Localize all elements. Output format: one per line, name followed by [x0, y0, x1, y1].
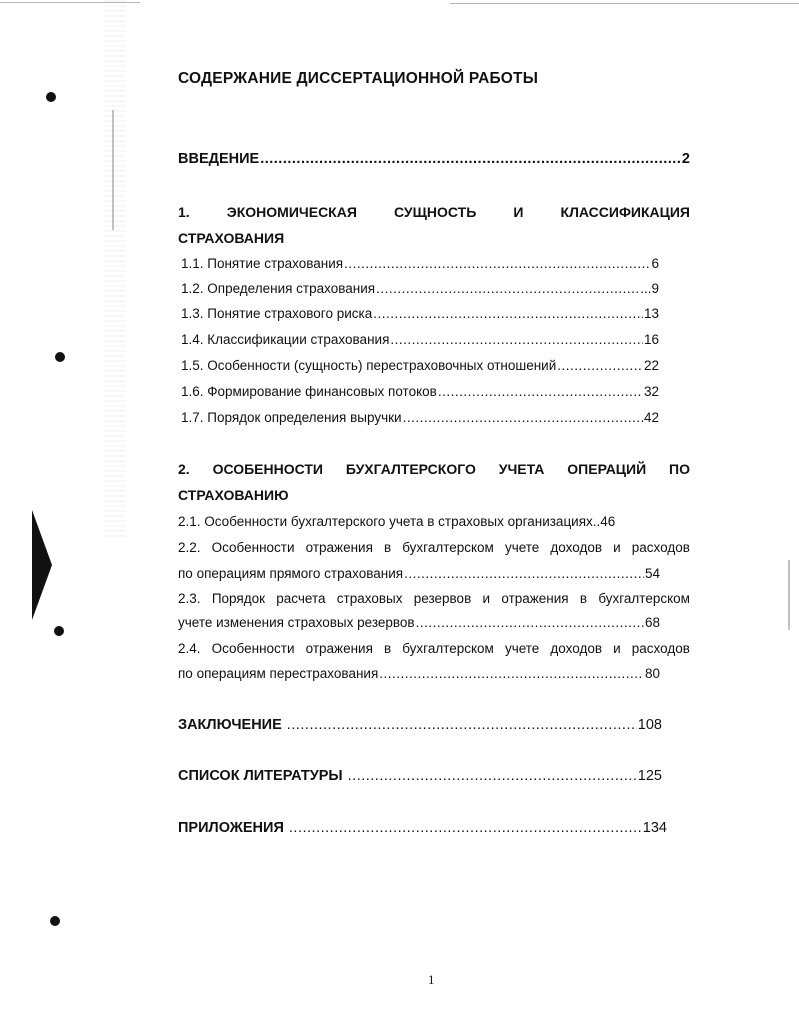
toc-item-label: 1.5. Особенности (сущность) перестраховочных отношений [181, 358, 557, 373]
toc-item-label: 1.7. Порядок определения выручки [181, 410, 402, 425]
toc-word: и [482, 591, 491, 606]
toc-word: в [383, 540, 392, 555]
scan-streak-right [788, 560, 790, 630]
chapter1-heading-cont: СТРАХОВАНИЯ [178, 230, 285, 246]
toc-word: бухгалтерском [402, 540, 494, 555]
punch-hole-mark [46, 92, 56, 102]
chapter2-word: ОПЕРАЦИЙ [567, 461, 647, 477]
toc-leader-dots [373, 305, 643, 323]
page-number: 1 [428, 972, 435, 987]
toc-appendices-page: 134 [642, 820, 667, 836]
toc-item-2-2-line1 [178, 539, 690, 557]
toc-references [178, 767, 662, 785]
toc-references-label: СПИСОК ЛИТЕРАТУРЫ [178, 768, 347, 784]
toc-leader-dots [416, 614, 644, 632]
toc-item-page: 46 [600, 514, 616, 529]
scan-top-line-right [450, 3, 799, 4]
toc-word: 2.4. [178, 641, 201, 656]
toc-leader-dots [390, 331, 643, 349]
toc-item-page: 68 [644, 615, 660, 630]
toc-item [181, 409, 659, 427]
toc-leader-dots [348, 767, 637, 785]
toc-item-label: по операциям перестрахования [178, 666, 379, 681]
toc-leader-dots [344, 255, 650, 273]
toc-word: 2.2. [178, 540, 201, 555]
toc-word: страховых [336, 591, 403, 606]
toc-item-label: 1.2. Определения страхования [181, 281, 376, 296]
toc-item-label: 1.3. Понятие страхового риска [181, 306, 373, 321]
toc-word: отражения [305, 540, 373, 555]
toc-word: отражения [305, 641, 373, 656]
chapter1-word: СУЩНОСТЬ [394, 204, 477, 220]
toc-word: отражения [501, 591, 569, 606]
toc-leader-dots [379, 665, 644, 683]
chapter1-heading [178, 203, 690, 221]
toc-item-label: по операциям прямого страхования [178, 566, 404, 581]
toc-word: учете [504, 540, 540, 555]
chapter2-word: ОСОБЕННОСТИ [212, 461, 323, 477]
toc-item-page: 32 [643, 384, 659, 399]
toc-word: расходов [631, 540, 690, 555]
toc-word: и [613, 641, 621, 656]
toc-item-2-3-line2 [178, 614, 660, 632]
toc-item-page: ...9 [640, 281, 659, 296]
scan-streak [112, 110, 114, 230]
scan-top-line [0, 2, 140, 3]
toc-leader-dots [260, 150, 681, 168]
toc-word: в [579, 591, 588, 606]
toc-word: расходов [631, 641, 690, 656]
toc-item-page: 54 [644, 566, 660, 581]
toc-conclusion-page: 108 [637, 717, 662, 733]
toc-item-2-3-line1 [178, 590, 690, 608]
toc-item-page: 80 [644, 666, 660, 681]
toc-item-label: учете изменения страховых резервов [178, 615, 415, 630]
toc-word: Особенности [211, 641, 295, 656]
chapter2-heading-cont: СТРАХОВАНИЮ [178, 487, 289, 503]
toc-leader-dots [289, 819, 642, 837]
toc-conclusion [178, 716, 662, 734]
toc-word: 2.3. [178, 591, 201, 606]
margin-wedge-mark [32, 510, 52, 620]
chapter2-word: 2. [178, 461, 190, 477]
toc-item-2-4-line2 [178, 665, 660, 683]
document-title: СОДЕРЖАНИЕ ДИССЕРТАЦИОННОЙ РАБОТЫ [178, 70, 539, 87]
toc-word: доходов [550, 540, 603, 555]
chapter2-heading [178, 460, 690, 478]
toc-word: в [383, 641, 392, 656]
toc-item [181, 331, 659, 349]
toc-intro [178, 150, 690, 168]
toc-item [181, 383, 659, 401]
toc-item-page: 22 [643, 358, 659, 373]
toc-item [181, 280, 659, 298]
toc-item-page: 16 [643, 332, 659, 347]
toc-word: бухгалтерском [402, 641, 494, 656]
chapter1-word: 1. [178, 204, 190, 220]
punch-hole-mark [54, 626, 64, 636]
toc-appendices-label: ПРИЛОЖЕНИЯ [178, 820, 288, 836]
toc-word: Особенности [211, 540, 295, 555]
toc-appendices [178, 819, 667, 837]
toc-word: доходов [550, 641, 603, 656]
toc-item-label: 1.1. Понятие страхования [181, 256, 344, 271]
toc-item [181, 305, 659, 323]
toc-word: и [613, 540, 621, 555]
toc-item-2-4-line1 [178, 640, 690, 658]
toc-references-page: 125 [637, 768, 662, 784]
toc-item [181, 357, 659, 375]
toc-leader-dots [376, 280, 639, 298]
chapter2-word: БУХГАЛТЕРСКОГО [345, 461, 476, 477]
toc-item-label: 1.4. Классификации страхования [181, 332, 390, 347]
scan-edge-artifact [104, 0, 126, 540]
toc-item-label: 1.6. Формирование финансовых потоков [181, 384, 437, 399]
punch-hole-mark [55, 352, 65, 362]
toc-item-page: 13 [643, 306, 659, 321]
toc-leader-dots [438, 383, 643, 401]
chapter1-word: И [513, 204, 524, 220]
toc-item-page: 42 [643, 410, 659, 425]
toc-item-2-2-line2 [178, 565, 660, 583]
punch-hole-mark [50, 916, 60, 926]
chapter1-word: КЛАССИФИКАЦИЯ [560, 204, 690, 220]
toc-conclusion-label: ЗАКЛЮЧЕНИЕ [178, 717, 286, 733]
toc-item-label: 2.1. Особенности бухгалтерского учета в страховых организациях.. [178, 514, 601, 529]
toc-word: Порядок [211, 591, 265, 606]
toc-word: учете [504, 641, 540, 656]
chapter2-word: УЧЕТА [498, 461, 545, 477]
toc-leader-dots [287, 716, 637, 734]
chapter1-word: ЭКОНОМИЧЕСКАЯ [226, 204, 357, 220]
toc-item [178, 513, 690, 531]
toc-item [181, 255, 659, 273]
toc-word: расчета [276, 591, 326, 606]
toc-leader-dots [557, 357, 643, 375]
toc-word: резервов [413, 591, 472, 606]
toc-intro-page: 2 [681, 151, 690, 167]
toc-leader-dots [403, 409, 643, 427]
toc-leader-dots [404, 565, 644, 583]
toc-word: бухгалтерском [598, 591, 690, 606]
toc-intro-label: ВВЕДЕНИЕ [178, 151, 260, 167]
toc-item-page: 6 [651, 256, 659, 271]
chapter2-word: ПО [669, 461, 690, 477]
